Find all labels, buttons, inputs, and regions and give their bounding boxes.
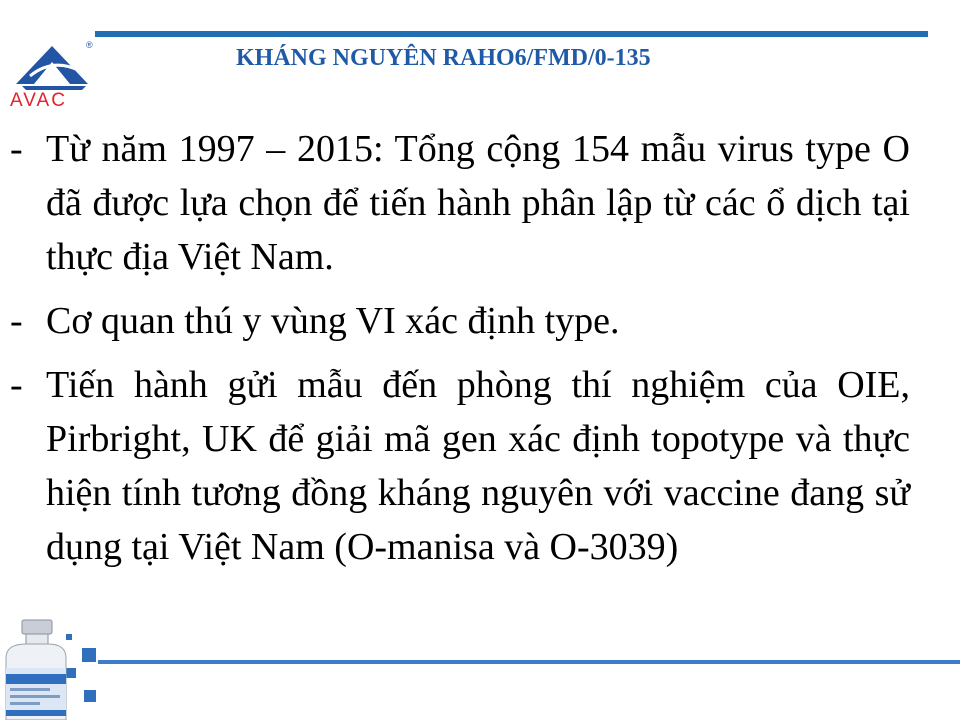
bullet-marker: - <box>10 364 23 406</box>
page-title: KHÁNG NGUYÊN RAHO6/FMD/0-135 <box>236 45 651 71</box>
bullet-item <box>10 122 910 284</box>
avac-logo <box>8 40 100 111</box>
bullet-marker: - <box>10 128 23 170</box>
bullet-text: Cơ quan thú y vùng VI xác định type. <box>46 300 620 342</box>
bullet-marker: - <box>10 300 23 342</box>
top-rule <box>95 31 928 37</box>
registered-mark: ® <box>86 40 93 50</box>
bullet-item <box>10 358 910 574</box>
bullet-text: Từ năm 1997 – 2015: Tổng cộng 154 mẫu virus type O đã được lựa chọn để tiến hành phân lập từ các ổ dịch tại thực địa Việt Nam. <box>46 128 910 278</box>
bottom-rule <box>98 660 960 664</box>
bullet-text: Tiến hành gửi mẫu đến phòng thí nghiệm của OIE, Pirbright, UK để giải mã gen xác định topotype và thực hiện tính tương đồng kháng nguyên với vaccine đang sử dụng tại Việt Nam (O-manisa và O-3039) <box>46 364 910 568</box>
vaccine-bottle-icon <box>0 618 96 720</box>
logo-text: AVAC <box>10 90 67 111</box>
bullet-item <box>10 294 910 348</box>
bullet-list <box>10 122 910 584</box>
